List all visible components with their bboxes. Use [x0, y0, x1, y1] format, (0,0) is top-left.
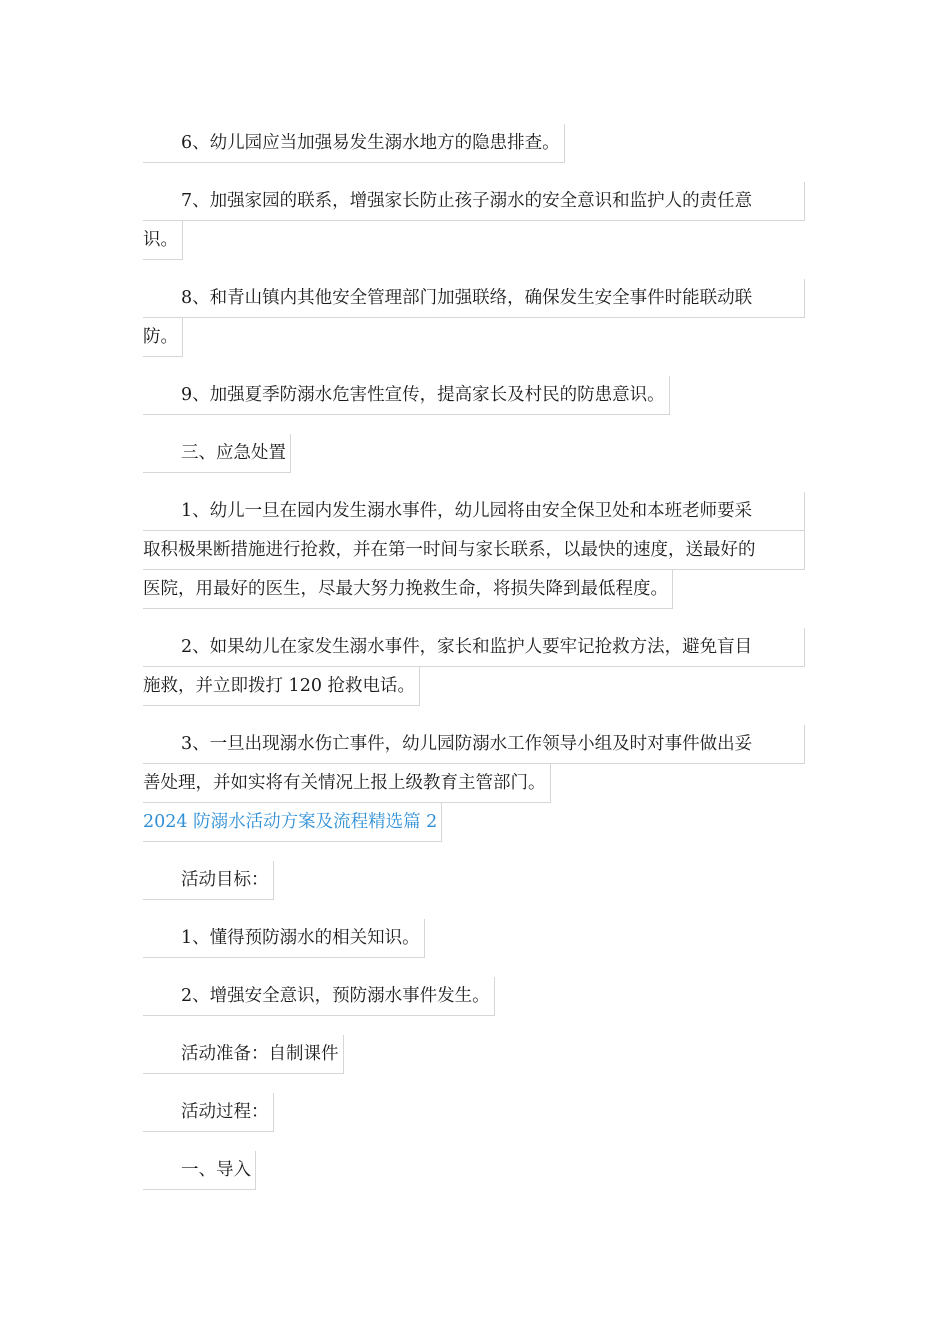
- emergency-item-1: [143, 492, 807, 609]
- section-heading[interactable]: [143, 803, 807, 842]
- paragraph-7: [143, 182, 807, 260]
- paragraph-line: 施救，并立即拨打 120 抢救电话。: [143, 667, 420, 706]
- paragraph-line: 3、一旦出现溺水伤亡事件，幼儿园防溺水工作领导小组及时对事件做出妥: [143, 725, 805, 764]
- document-page: [143, 124, 807, 1190]
- paragraph-line: 一、导入: [143, 1151, 256, 1190]
- activity-process: [143, 1093, 807, 1132]
- paragraph-line: 取积极果断措施进行抢救，并在第一时间与家长联系，以最快的速度，送最好的: [143, 531, 805, 570]
- paragraph-line: 活动准备：自制课件: [143, 1035, 344, 1074]
- paragraph-line: 2、增强安全意识，预防溺水事件发生。: [143, 977, 495, 1016]
- emergency-item-3: [143, 725, 807, 803]
- goal-item-2: [143, 977, 807, 1016]
- paragraph-line: 9、加强夏季防溺水危害性宣传，提高家长及村民的防患意识。: [143, 376, 670, 415]
- emergency-item-2: [143, 628, 807, 706]
- paragraph-line: 活动目标：: [143, 861, 274, 900]
- paragraph-6: [143, 124, 807, 163]
- intro-heading: [143, 1151, 807, 1190]
- paragraph-line: 6、幼儿园应当加强易发生溺水地方的隐患排查。: [143, 124, 565, 163]
- paragraph-line: 1、幼儿一旦在园内发生溺水事件，幼儿园将由安全保卫处和本班老师要采: [143, 492, 805, 531]
- paragraph-line: 7、加强家园的联系，增强家长防止孩子溺水的安全意识和监护人的责任意: [143, 182, 805, 221]
- paragraph-line: 8、和青山镇内其他安全管理部门加强联络，确保发生安全事件时能联动联: [143, 279, 805, 318]
- paragraph-9: [143, 376, 807, 415]
- paragraph-line: 医院，用最好的医生，尽最大努力挽救生命，将损失降到最低程度。: [143, 570, 673, 609]
- paragraph-line: 活动过程：: [143, 1093, 274, 1132]
- paragraph-line: 善处理，并如实将有关情况上报上级教育主管部门。: [143, 764, 551, 803]
- paragraph-line: 2、如果幼儿在家发生溺水事件，家长和监护人要牢记抢救方法，避免盲目: [143, 628, 805, 667]
- goal-item-1: [143, 919, 807, 958]
- paragraph-line: 1、懂得预防溺水的相关知识。: [143, 919, 425, 958]
- paragraph-8: [143, 279, 807, 357]
- paragraph-line: 防。: [143, 318, 183, 357]
- emergency-heading: [143, 434, 807, 473]
- paragraph-line: 三、应急处置: [143, 434, 291, 473]
- section-heading-link[interactable]: 2024 防溺水活动方案及流程精选篇 2: [143, 803, 442, 842]
- activity-goal: [143, 861, 807, 900]
- paragraph-line: 识。: [143, 221, 183, 260]
- activity-preparation: [143, 1035, 807, 1074]
